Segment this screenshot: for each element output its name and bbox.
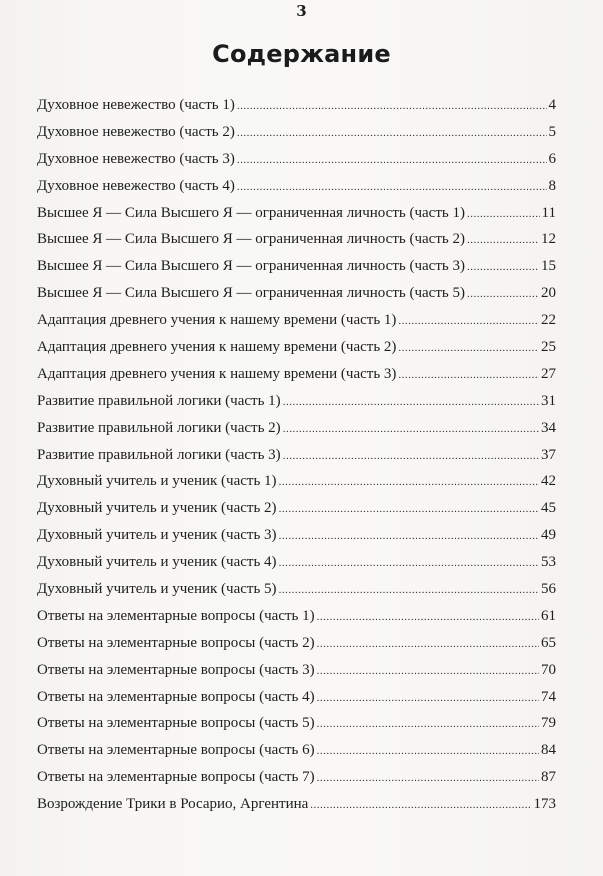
toc-entry-title: Ответы на элементарные вопросы (часть 3) xyxy=(37,661,315,678)
toc-entry-page: 6 xyxy=(548,150,556,167)
toc-dot-leader xyxy=(317,604,539,631)
toc-entry xyxy=(37,253,556,280)
toc-dot-leader xyxy=(283,443,539,470)
toc-entry xyxy=(37,791,556,818)
toc-entry-page: 25 xyxy=(541,339,556,356)
toc-entry-title: Ответы на элементарные вопросы (часть 2) xyxy=(37,634,315,651)
toc-entry-page: 12 xyxy=(541,231,556,248)
toc-entry xyxy=(37,630,556,657)
toc-entry-title: Высшее Я — Сила Высшего Я — ограниченная личность (часть 2) xyxy=(37,231,465,248)
toc-entry-title: Высшее Я — Сила Высшего Я — ограниченная личность (часть 3) xyxy=(37,258,465,275)
toc-dot-leader xyxy=(467,227,539,254)
toc-dot-leader xyxy=(398,362,539,389)
toc-entry xyxy=(37,361,556,388)
toc-entry-title: Ответы на элементарные вопросы (часть 6) xyxy=(37,742,315,759)
toc-entry xyxy=(37,576,556,603)
toc-entry xyxy=(37,764,556,791)
toc-entry-page: 8 xyxy=(548,177,556,194)
toc-entry-title: Адаптация древнего учения к нашему времени (часть 1) xyxy=(37,312,397,329)
toc-entry xyxy=(37,710,556,737)
toc-entry-title: Духовный учитель и ученик (часть 5) xyxy=(37,581,277,598)
toc-dot-leader xyxy=(317,631,539,658)
toc-entry-page: 65 xyxy=(541,634,556,651)
toc-entry-title: Развитие правильной логики (часть 3) xyxy=(37,446,281,463)
toc-entry xyxy=(37,603,556,630)
toc-entry-page: 49 xyxy=(541,527,556,544)
toc-entry-title: Развитие правильной логики (часть 2) xyxy=(37,419,281,436)
toc-entry xyxy=(37,226,556,253)
toc-dot-leader xyxy=(237,93,547,120)
table-of-contents xyxy=(37,92,556,818)
toc-entry xyxy=(37,334,556,361)
toc-entry-page: 22 xyxy=(541,312,556,329)
toc-entry-title: Духовное невежество (часть 3) xyxy=(37,150,235,167)
toc-entry-title: Адаптация древнего учения к нашему времени (часть 3) xyxy=(37,365,397,382)
toc-dot-leader xyxy=(310,792,531,819)
toc-entry-title: Ответы на элементарные вопросы (часть 7) xyxy=(37,769,315,786)
toc-entry xyxy=(37,388,556,415)
toc-entry-page: 34 xyxy=(541,419,556,436)
toc-dot-leader xyxy=(317,738,539,765)
toc-dot-leader xyxy=(467,201,540,228)
toc-entry-title: Духовный учитель и ученик (часть 4) xyxy=(37,554,277,571)
toc-entry-page: 42 xyxy=(541,473,556,490)
toc-entry-page: 79 xyxy=(541,715,556,732)
toc-entry-title: Развитие правильной логики (часть 1) xyxy=(37,392,281,409)
toc-entry-title: Ответы на элементарные вопросы (часть 5) xyxy=(37,715,315,732)
toc-dot-leader xyxy=(283,389,539,416)
toc-entry-page: 45 xyxy=(541,500,556,517)
toc-entry xyxy=(37,173,556,200)
toc-dot-leader xyxy=(398,335,539,362)
toc-dot-leader xyxy=(467,281,539,308)
toc-entry-page: 20 xyxy=(541,285,556,302)
toc-entry-title: Духовный учитель и ученик (часть 3) xyxy=(37,527,277,544)
toc-entry xyxy=(37,549,556,576)
toc-entry xyxy=(37,146,556,173)
toc-entry xyxy=(37,280,556,307)
toc-entry-title: Духовное невежество (часть 1) xyxy=(37,97,235,113)
toc-entry-title: Адаптация древнего учения к нашему времени (часть 2) xyxy=(37,339,397,356)
toc-dot-leader xyxy=(237,147,547,174)
toc-entry xyxy=(37,200,556,227)
toc-entry-title: Духовный учитель и ученик (часть 1) xyxy=(37,473,277,490)
page-number: 3 xyxy=(296,2,307,20)
toc-entry-page: 74 xyxy=(541,688,556,705)
toc-entry-page: 84 xyxy=(541,742,556,759)
toc-dot-leader xyxy=(283,416,539,443)
toc-entry xyxy=(37,737,556,764)
toc-dot-leader xyxy=(237,120,547,147)
toc-entry-title: Духовный учитель и ученик (часть 2) xyxy=(37,500,277,517)
toc-entry-page: 27 xyxy=(541,365,556,382)
toc-entry-page: 11 xyxy=(541,204,556,221)
toc-dot-leader xyxy=(279,469,539,496)
toc-entry xyxy=(37,442,556,469)
toc-entry-title: Духовное невежество (часть 4) xyxy=(37,177,235,194)
toc-entry-page: 37 xyxy=(541,446,556,463)
toc-dot-leader xyxy=(467,254,539,281)
toc-dot-leader xyxy=(279,496,539,523)
toc-entry-title: Высшее Я — Сила Высшего Я — ограниченная личность (часть 1) xyxy=(37,204,465,221)
toc-entry xyxy=(37,468,556,495)
toc-entry-page: 31 xyxy=(541,392,556,409)
toc-entry xyxy=(37,307,556,334)
toc-entry-title: Высшее Я — Сила Высшего Я — ограниченная личность (часть 5) xyxy=(37,285,465,302)
toc-entry-page: 5 xyxy=(548,123,556,140)
toc-entry-page: 4 xyxy=(548,97,556,113)
toc-entry-page: 70 xyxy=(541,661,556,678)
toc-entry-title: Ответы на элементарные вопросы (часть 4) xyxy=(37,688,315,705)
toc-dot-leader xyxy=(398,308,539,335)
toc-entry-page: 53 xyxy=(541,554,556,571)
toc-dot-leader xyxy=(279,577,539,604)
toc-entry-page: 173 xyxy=(533,796,556,813)
toc-entry-page: 61 xyxy=(541,607,556,624)
toc-entry xyxy=(37,522,556,549)
toc-entry-page: 15 xyxy=(541,258,556,275)
toc-entry-page: 87 xyxy=(541,769,556,786)
toc-entry xyxy=(37,684,556,711)
toc-dot-leader xyxy=(279,523,539,550)
toc-entry xyxy=(37,119,556,146)
toc-entry-title: Ответы на элементарные вопросы (часть 1) xyxy=(37,607,315,624)
toc-dot-leader xyxy=(317,685,539,712)
toc-entry xyxy=(37,657,556,684)
toc-dot-leader xyxy=(279,550,539,577)
toc-entry-title: Возрождение Трики в Росарио, Аргентина xyxy=(37,796,309,813)
toc-dot-leader xyxy=(317,658,539,685)
toc-entry xyxy=(37,92,556,119)
toc-entry-page: 56 xyxy=(541,581,556,598)
page-title: Содержание xyxy=(212,40,391,68)
toc-dot-leader xyxy=(317,711,539,738)
toc-entry xyxy=(37,415,556,442)
toc-entry-title: Духовное невежество (часть 2) xyxy=(37,123,235,140)
toc-entry xyxy=(37,495,556,522)
toc-dot-leader xyxy=(237,174,547,201)
toc-dot-leader xyxy=(317,765,539,792)
